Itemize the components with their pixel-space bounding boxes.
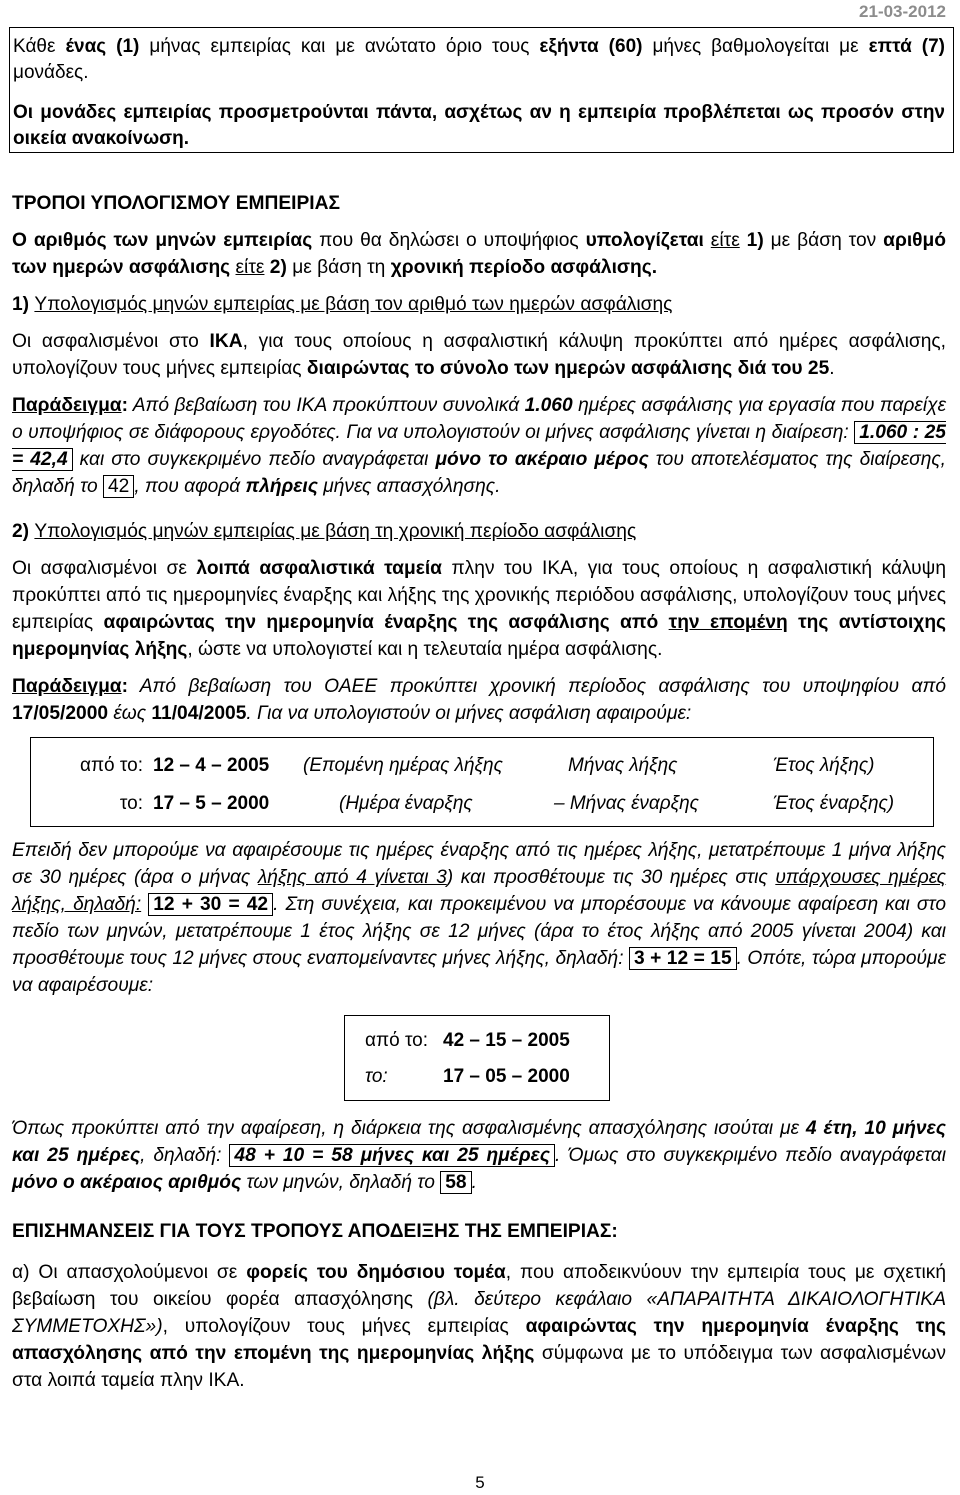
scoring-paragraph-2: Οι μονάδες εμπειρίας προσμετρούνται πάντα, ασχέτως αν η εμπειρία προβλέπεται ως προσόν στην οικεία ανακοίνωση. [13,102,945,149]
result-paragraph: Όπως προκύπτει από την αφαίρεση, η διάρκεια της ασφαλισμένης απασχόλησης ισούται με 4 έτη, 10 μήνες και 25 ημέρες, δηλαδή: 48 + 10 = 58 μήνες και 25 ημέρες . Όμως στο συγκεκριμένο πεδίο αναγράφεται μόνο ο ακέραιος αριθμός των μηνών, δηλαδή το 58 . [12,1118,946,1193]
conversion-paragraph: Επειδή δεν μπορούμε να αφαιρέσουμε τις ημέρες έναρξης από τις ημέρες λήξης, μετατρέπουμε 1 μήνα λήξης σε 30 ημέρες (άρα ο μήνας λήξης από 4 γίνεται 3) και προσθέτουμε τις 30 ημέρες στις υπάρχουσες ημέρες λήξης, δηλαδή: 12 + 30 = 42 . Στη συνέχεια, και προκειμένου να μπορέσουμε να κάνουμε αφαίρεση και στο πεδίο των μηνών, μετατρέπουμε 1 έτος λήξης σε 12 μήνες (άρα το έτος λήξης από 2005 γίνεται 2004) και προσθέτουμε τους 12 μήνες στους εναπομείναντες μήνες λήξης, δηλαδή: 3 + 12 = 15 . Οπότε, τώρα μπορούμε να αφαιρέσουμε: [12,840,947,996]
intro-paragraph: Ο αριθμός των μηνών εμπειρίας που θα δηλώσει ο υποψήφιος υπολογίζεται είτε 1) με βάση τον αριθμό των ημερών ασφάλισης είτε 2) με βάση τη χρονική περίοδο ασφάλισης. [12,230,946,278]
subtraction-row-to [31,784,933,822]
total-months-box: 48 + 10 = 58 μήνες και 25 ημέρες [229,1144,555,1167]
months-result-box: 42 [103,475,134,498]
from-year-note: Έτος λήξης) [773,754,875,776]
division-result-box: 1.060 : 25 = 42,4 [12,422,946,470]
to-day-note: (Ημέρα έναρξης [339,792,473,814]
to2-date: 17 – 05 – 2000 [443,1065,570,1087]
from-month-note: Μήνας λήξης [568,754,678,776]
notes-item-a: α) Οι απασχολούμενοι σε φορείς του δημόσιου τομέα, που αποδεικνύουν την εμπειρία τους με σχετική βεβαίωση του οικείου φορέα απασχόλησης (βλ. δεύτερο κεφάλαιο «ΑΠΑΡΑΙΤΗΤΑ ΔΙΚΑΙΟΛΟΓΗΤΙΚΑ ΣΥΜΜΕΤΟΧΗΣ»), υπολογίζουν τους μήνες εμπειρίας αφαιρώντας την ημερομηνία έναρξης της απασχόλησης από την επομένη της ημερομηνίας λήξης σύμφωνα με το υπόδειγμα των ασφαλισμένων στα λοιπά ταμεία πλην ΙΚΑ. [12,1262,947,1391]
section-2-example: Παράδειγμα: Από βεβαίωση του ΟΑΕΕ προκύπτει χρονική περίοδος ασφάλισης του υποψηφίου από 17/05/2000 έως 11/04/2005. Για να υπολογιστούν οι μήνες ασφάλιση αφαιρούμε: [12,676,946,724]
page-title: ΤΡΟΠΟΙ ΥΠΟΛΟΓΙΣΜΟΥ ΕΜΠΕΙΡΙΑΣ [12,193,340,214]
from2-label: από το: [365,1029,429,1051]
final-months-box: 58 [440,1171,471,1194]
to-label: το: [119,792,143,814]
days-conversion-box: 12 + 30 = 42 [148,893,273,916]
to-month-note: – Μήνας έναρξης [554,792,699,814]
document-body [12,190,946,1394]
section-2-heading: 2) Υπολογισμός μηνών εμπειρίας με βάση τη χρονική περίοδο ασφάλισης [12,521,637,542]
scoring-box [9,27,954,153]
section-2-paragraph: Οι ασφαλισμένοι σε λοιπά ασφαλιστικά ταμεία πλην του ΙΚΑ, για τους οποίους η ασφαλιστική κάλυψη προκύπτει από τις ημερομηνίες έναρξης και λήξης της χρονικής περιόδου ασφάλισης, υπολογίζουν τους μήνες εμπειρίας αφαιρώντας την ημερομηνία έναρξης της ασφάλισης από την επομένη της αντίστοιχης ημερομηνίας λήξης, ώστε να υπολογιστεί και η τελευταία ημέρα ασφάλισης. [12,558,947,660]
subtraction-row-from [31,746,933,784]
scoring-paragraph-1: Κάθε ένας (1) μήνας εμπειρίας και με ανώτατο όριο τους εξήντα (60) μήνες βαθμολογείται με επτά (7) μονάδες. [13,36,945,83]
from-date: 12 – 4 – 2005 [153,754,270,776]
from-day-note: (Επομένη ημέρας λήξης [303,754,503,776]
subtraction2-row-to [345,1058,609,1094]
subtraction-box-1 [30,737,934,827]
from2-date: 42 – 15 – 2005 [443,1029,570,1051]
subtraction-box-2 [344,1015,610,1101]
date-label: 21-03-2012 [859,2,946,21]
section-1-heading: 1) Υπολογισμός μηνών εμπειρίας με βάση τον αριθμό των ημερών ασφάλισης [12,294,673,315]
section-1-example: Παράδειγμα: Από βεβαίωση του ΙΚΑ προκύπτουν συνολικά 1.060 ημέρες ασφάλισης για εργασία που παρείχε ο υποψήφιος σε διάφορους εργοδότες. Για να υπολογιστούν οι μήνες ασφάλισης γίνεται η διαίρεση: 1.060 : 25 = 42,4 και στο συγκεκριμένο πεδίο αναγράφεται μόνο το ακέραιο μέρος του αποτελέσματος της διαίρεσης, δηλαδή το 42 , που αφορά πλήρεις μήνες απασχόλησης. [12,395,947,497]
subtraction2-row-from [345,1022,609,1058]
months-conversion-box: 3 + 12 = 15 [629,947,737,970]
to2-label: το: [365,1065,388,1087]
section-1-paragraph: Οι ασφαλισμένοι στο ΙΚΑ, για τους οποίους η ασφαλιστική κάλυψη προκύπτει από ημέρες ασφάλισης, υπολογίζουν τους μήνες εμπειρίας διαιρώντας το σύνολο των ημερών ασφάλισης διά του 25. [12,331,946,379]
notes-heading: ΕΠΙΣΗΜΑΝΣΕΙΣ ΓΙΑ ΤΟΥΣ ΤΡΟΠΟΥΣ ΑΠΟΔΕΙΞΗΣ ΤΗΣ ΕΜΠΕΙΡΙΑΣ: [12,1221,618,1242]
to-year-note: Έτος έναρξης) [773,792,895,814]
to-date: 17 – 5 – 2000 [153,792,270,814]
from-label: από το: [79,754,143,776]
page-number: 5 [475,1473,485,1492]
